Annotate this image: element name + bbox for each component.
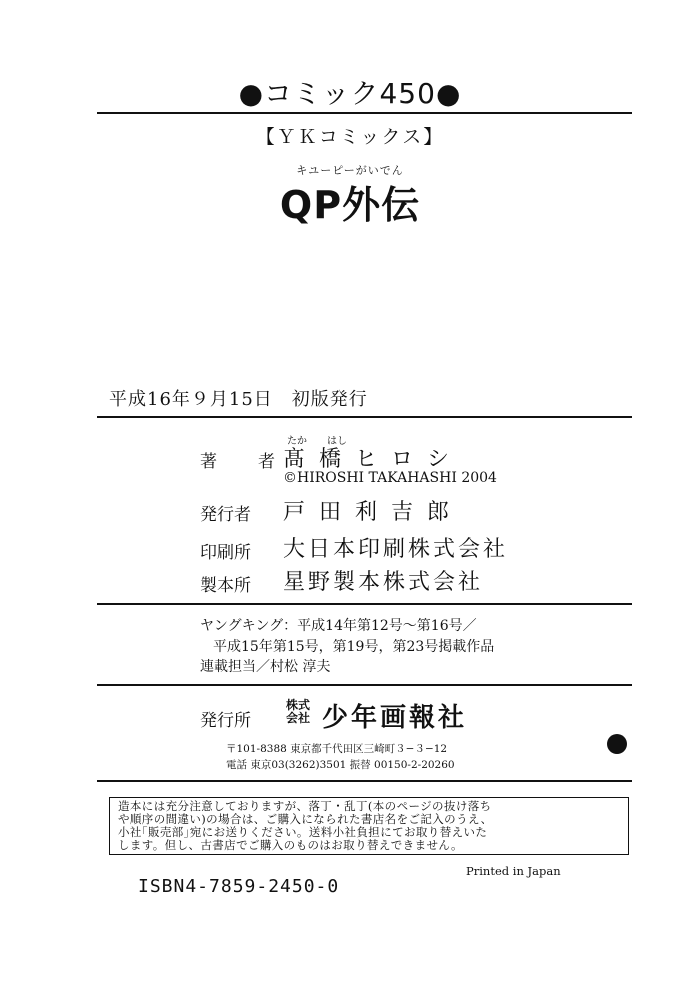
publisher-phone: 電話 東京03(3262)3501 振替 00150-2-20260 [226,759,455,771]
publisher-address: 〒101-8388 東京都千代田区三崎町３−３−12 [226,743,448,755]
credits-rule [97,603,632,605]
author-name: 髙橋ヒロシ [283,447,464,472]
notice-box [109,797,629,855]
notice-line-3: 小社｢販売部｣宛にお送りください。送料小社負担にてお取り替えいた [118,825,488,839]
publisher-rule [97,780,632,782]
notice-line-2: や順序の間違い)の場合は、ご購入になられた書店名をご記入のうえ、 [118,812,493,826]
serialization-line-1: ヤングキング：平成14年第12号〜第16号／ [200,618,477,634]
notice-line-1: 造本には充分注意しておりますが、落丁・乱丁(本のページの抜け落ち [118,799,492,813]
kabushiki-mark [283,699,313,725]
author-label: 著 者 [200,452,287,472]
copyright: ©HIROSHI TAKAHASHI 2004 [283,470,497,486]
issuer-name: 戸田利吉郎 [283,500,464,525]
kabushiki-bottom: 会社 [285,711,310,725]
printer-label: 印刷所 [200,543,251,563]
serialization-line-3: 連載担当／村松 淳夫 [200,659,331,675]
isbn: ISBN4-7859-2450-0 [138,876,340,897]
binder-name: 星野製本株式会社 [283,570,484,595]
binder-label: 製本所 [200,576,251,596]
series-line: ●コミック450● [238,77,462,110]
imprint-label: 【ＹＫコミックス】 [255,126,445,148]
registration-dot [607,734,627,754]
notice-text [118,800,620,852]
issuer-label: 発行者 [200,505,251,525]
publisher-label: 発行所 [200,711,251,731]
printed-in: Printed in Japan [466,864,561,878]
serialization-line-2: 平成15年第15号，第19号，第23号掲載作品 [213,639,495,655]
printer-name: 大日本印刷株式会社 [283,537,509,562]
header-rule [97,112,632,114]
date-rule [97,416,632,418]
publisher-name: 少年画報社 [322,703,468,733]
publication-date: 平成16年９月15日 初版発行 [109,389,368,410]
kabushiki-top: 株式 [285,698,310,712]
book-title: QP外伝 [279,183,421,227]
author-ruby: たか はし [287,436,347,447]
notice-line-4: します。但し、古書店でご購入のものはお取り替えできません。 [118,838,463,852]
serialization-rule [97,684,632,686]
title-ruby: キユーピーがいでん [296,164,404,177]
